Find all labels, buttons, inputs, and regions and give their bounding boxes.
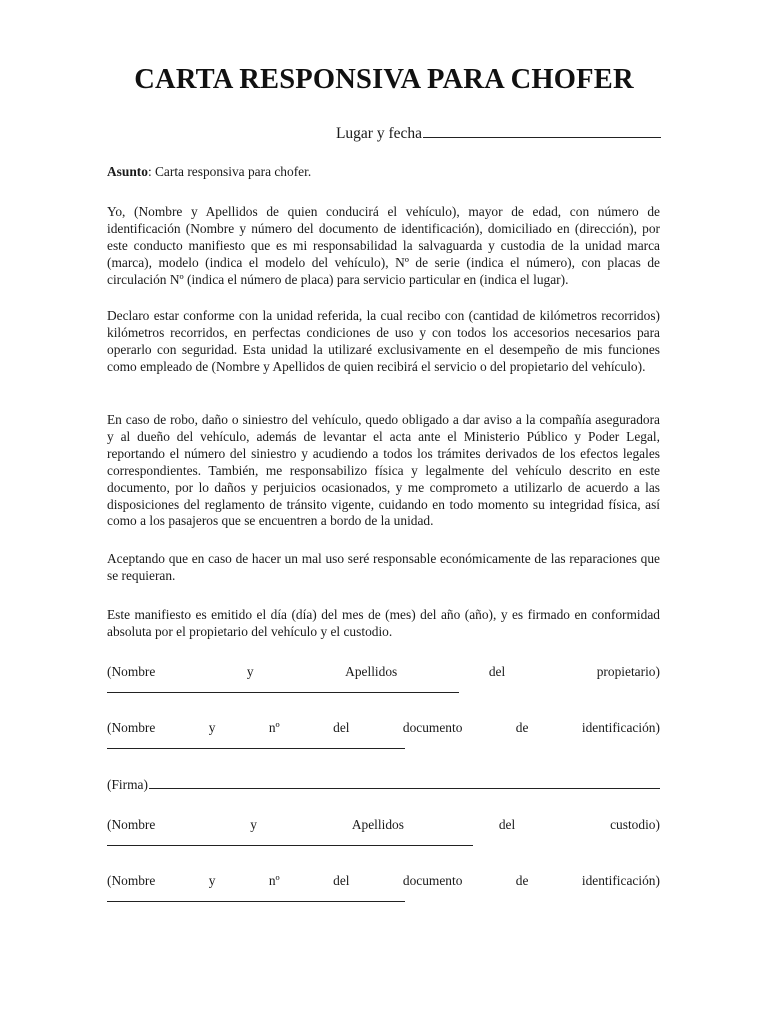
sig-word: del [488, 664, 506, 679]
sig-word: (Nombre [107, 817, 156, 832]
place-date-field [336, 122, 661, 143]
subject-label: Asunto [107, 164, 148, 179]
custodian-id-blank-line [107, 889, 405, 902]
sig-word: (Nombre [107, 873, 156, 888]
paragraph-liability: En caso de robo, daño o siniestro del vehículo, quedo obligado a dar aviso a la compañía aseguradora y al dueño del vehículo, además de levantar el acta ante el Ministerio Público y Poder Legal, reportando el número del siniestro y acudiendo a todos los trámites derivados de los efectos legales correspondientes. También, me responsabilizo física y legalmente del vehículo descrito en este documento, por lo daños y perjuicios ocasionados, y me comprometo a utilizarlo de acuerdo a las disposiciones del reglamento de tránsito vigente, cuidando en todo momento su integridad física, así como a los pasajeros que se encuentren a bordo de la unidad. [107, 412, 660, 529]
sig-word: nº [268, 873, 280, 888]
subject-text: : Carta responsiva para chofer. [147, 164, 312, 179]
sig-word: del [498, 817, 516, 832]
sig-word: y [208, 873, 216, 888]
firma-blank-line [149, 776, 660, 789]
signature-custodian-id [107, 872, 660, 902]
place-date-label: Lugar y fecha [335, 125, 422, 142]
sig-word: de [515, 720, 529, 735]
place-date-blank-line [423, 122, 661, 138]
custodian-name-blank-line [107, 833, 473, 846]
paragraph-conformity: Declaro estar conforme con la unidad referida, la cual recibo con (cantidad de kilómetros recorridos) kilómetros recorridos, en perfectas condiciones de uso y con todos los accesorios necesarios para operarlo con seguridad. Esta unidad la utilizaré exclusivamente en el desempeño de mis funciones como empleado de (Nombre y Apellidos de quien recibirá el servicio o del propietario del vehículo). [107, 308, 660, 374]
sig-word: nº [268, 720, 280, 735]
sig-word: identificación) [581, 720, 660, 735]
firma-label: (Firma) [107, 777, 148, 792]
sig-word: (Nombre [107, 664, 156, 679]
signature-owner-name [107, 663, 660, 693]
sig-word: del [333, 720, 350, 735]
signature-firma [107, 776, 660, 793]
owner-id-blank-line [107, 736, 405, 749]
sig-word: documento [402, 720, 463, 735]
paragraph-misuse: Aceptando que en caso de hacer un mal uso seré responsable económicamente de las reparaciones que se requieran. [107, 551, 660, 583]
sig-word: propietario) [596, 664, 660, 679]
sig-word: custodio) [610, 817, 660, 832]
sig-word: Apellidos [351, 817, 404, 832]
signature-owner-id [107, 719, 660, 749]
sig-word: y [208, 720, 216, 735]
sig-word: Apellidos [345, 664, 398, 679]
sig-word: y [250, 817, 257, 832]
owner-name-blank-line [107, 680, 459, 693]
signature-custodian-name [107, 816, 660, 846]
sig-word: de [515, 873, 529, 888]
sig-word: del [333, 873, 350, 888]
document-title: CARTA RESPONSIVA PARA CHOFER [134, 64, 634, 95]
subject-line [107, 164, 660, 181]
sig-word: documento [402, 873, 463, 888]
paragraph-issuance: Este manifiesto es emitido el día (día) del mes de (mes) del año (año), y es firmado en conformidad absoluta por el propietario del vehículo y el custodio. [107, 607, 660, 639]
sig-word: (Nombre [107, 720, 156, 735]
sig-word: identificación) [581, 873, 660, 888]
paragraph-declaration: Yo, (Nombre y Apellidos de quien conducirá el vehículo), mayor de edad, con número de identificación (Nombre y número del documento de identificación), domiciliado en (dirección), por este conducto manifiesto que es mi responsabilidad la salvaguarda y custodia de la unidad marca (marca), modelo (indica el modelo del vehículo), Nº de serie (indica el número), con placas de circulación Nº (indica el número de placa) para servicio particular en (indica el lugar). [107, 204, 660, 287]
sig-word: y [246, 664, 254, 679]
